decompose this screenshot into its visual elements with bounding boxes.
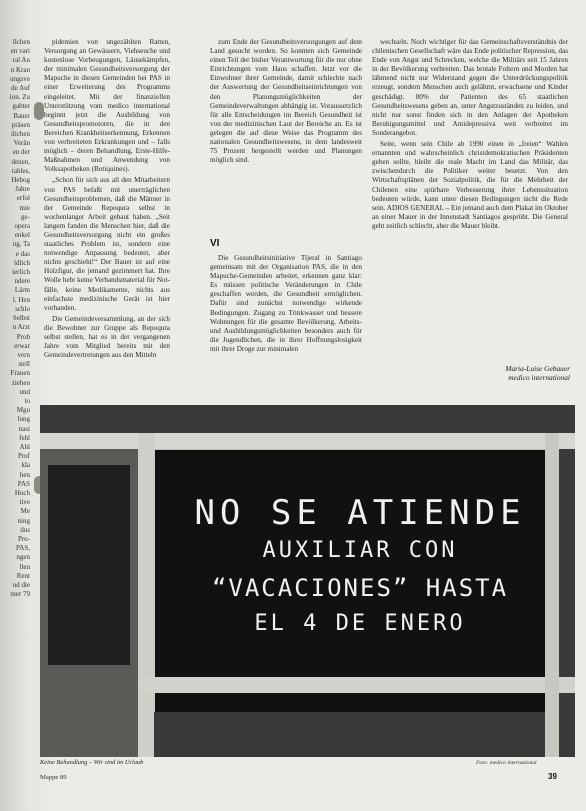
edge-fragment: Frauen <box>10 369 30 378</box>
sign-line-2: AUXILIAR CON <box>262 538 458 563</box>
photograph-closed-sign <box>40 405 575 757</box>
edge-fragment: ion. Zu <box>9 93 30 102</box>
paragraph: Die Gemeindeversammlung, an der sich die Bewohner zur Gruppe als Repoqura selbst stellen, hat es in der vergangenen Jahre vom Mitglied bereits mit den Gemeindevertretungen aus den Mitteln <box>44 314 170 360</box>
photo-window-frame-bottom <box>138 677 575 693</box>
edge-fragment: gabter <box>12 102 30 111</box>
edge-fragment: denen, <box>11 157 30 166</box>
edge-fragment: llchen <box>12 38 30 46</box>
edge-fragment: präsen <box>11 120 30 129</box>
edge-fragment: ndere <box>14 277 30 286</box>
article-column-1 <box>44 38 170 428</box>
edge-fragment: Hoch <box>14 488 30 497</box>
edge-fragment: Selbst <box>12 314 30 323</box>
edge-fragment: ngen <box>16 553 30 562</box>
edge-fragment: ziehen <box>11 378 30 387</box>
article-column-3 <box>372 38 568 363</box>
edge-fragment: ral Au <box>12 56 30 65</box>
edge-fragment: ldlich <box>14 258 30 267</box>
edge-fragment: hen <box>19 470 30 479</box>
edge-fragment: kla <box>21 461 30 470</box>
edge-fragment: dus <box>20 525 30 534</box>
edge-fragment: ning <box>17 516 30 525</box>
photo-window-frame-top <box>40 433 575 449</box>
edge-fragment: PAS <box>17 479 30 488</box>
edge-fragment: e das <box>15 249 30 258</box>
edge-fragment: Lärm <box>14 286 30 295</box>
edge-fragment: Prof <box>17 452 30 461</box>
edge-fragment: Prob <box>16 332 30 341</box>
author-name: Maria-Luise Gebauer <box>505 364 570 373</box>
edge-fragment: vern <box>17 350 30 359</box>
sign-line-1: NO SE ATIENDE <box>194 493 526 533</box>
edge-fragment: tive <box>19 498 30 507</box>
sign-line-4: EL 4 DE ENERO <box>254 611 466 636</box>
edge-fragment: erfol <box>16 194 30 203</box>
paragraph: wechseln. Noch wichtiger für das Gemeinschaftsverständnis der chilenischen Gesellschaft wäre das Ende politischer Repression, das Ende von Angst und Schrecken, welche die Militärs seit 15 Jahren in der Bevölkerung verbreiten. Das brutale Foltern und Morden hat lähmend nicht nur Widerstand gegen die Unterdrückungspolitik erzeugt, sondern Menschen auch gelähmt, erwachsene und Kinder geschädigt. 80% der Patienten des 65 staatlichen Gesundheitswesens geben an, unter Angstzuständen zu leiden, und nicht nur sonst finden sich in den Anlagen der Apotheken Beruhigungsmittel und Antidepressiva weit verbreitet im Sonderangebot. <box>372 38 568 137</box>
edge-fragment: l. Hen <box>12 295 30 304</box>
section-heading: VI <box>210 238 220 249</box>
edge-fragment: ierlich <box>12 268 30 277</box>
page-number: 39 <box>548 772 557 781</box>
issue-footer: Mappe 89 <box>40 774 67 781</box>
paragraph: pidemien von ungezählten Ratten, Versorgung an Gewässern, Viehseuche und kostenlose Vorbeugungen, Läusekämpfen, der minimalen Gesundheitsversorgung der Mapuche in diesen Gemeinden bei PAS in einer Erweiterung des Programms eingeleitet. Mit der finanziellen Unterstützung vom medico international beginnt jetzt die Ausbildung von Gesundheitspromotoren, die in den Bereichen Krankheitserkennung, Erkennen von verbreiteten Erkrankungen und – falls möglich – deren Behandlung, Erste-Hilfe-Maßnahmen und Anwendung von Volksapotheken (Botiquines). <box>44 38 170 174</box>
edge-fragment: llen <box>19 562 30 571</box>
edge-fragment: n Kran <box>10 65 30 74</box>
edge-fragment: ilichen <box>10 130 30 139</box>
paragraph: zum Ende der Gesundheitsversorgungen auf dem Land gesucht worden. So konnten sich Gemeinde einen Teil der bisher Verantwortung für die nur ohne Einrichtungen vom Haus schaffen. Jetzt vor die Einwohner ihrer Gemeinde, damit schlechte nach der Auswertung der Gesundheitseinrichtungen von den Planungsmöglichkeiten der Gemeindeverwaltungen abhängig ist. Voraussetzlich für alle Entscheidungen im Bereich Gesundheit ist von der medizinischen Laut der Bereiche an. Es ist gelegen die auf diese Weise das Programm des nationalen Gesundheitswesens, in dem landesweit 75 Prozent hergestellt werden und Planungen möglich sind. <box>210 38 362 165</box>
paragraph: „Schon für sich aus all den Mitarbeitern von PAS befaßt mit unerträglichen Gesundheitsproblemen, daß die Männer in der Gemeinde Repoqura selbst in wochenlanger Arbeit gebaut haben. „Seit langem fanden die Menschen hier, daß die Gesundheitsversorgung nicht ein großes staatliches Problem ist, sondern eine notwendige Anpassung bedeutet, aber nichts geschieht!“ Der Bauer ist auf eine Holzfigur, die jemand gezimmert hat. Ihre Wolle hebt keine Verbandsmaterial für Not-fälle, keine Medikamente, nichts aus einfachste medizinische Gerät ist hier vorhanden. <box>44 176 170 312</box>
previous-page-edge-text <box>0 38 30 778</box>
photo-caption: Keine Behandlung – Wir sind im Urlaub <box>40 759 144 766</box>
author-signature <box>420 364 570 382</box>
article-column-2-section-vi <box>210 254 362 400</box>
edge-fragment: ungsve <box>10 74 30 83</box>
author-organization: medico international <box>508 373 570 382</box>
edge-fragment: en der <box>12 148 30 157</box>
photo-window-frame-left <box>138 433 154 757</box>
edge-fragment: PAS, <box>16 544 30 553</box>
edge-fragment: opera <box>14 222 30 231</box>
edge-fragment: enkel <box>14 231 30 240</box>
edge-fragment: und <box>19 387 30 396</box>
chalk-sign-text <box>190 493 530 641</box>
edge-fragment: Jahre <box>15 185 30 194</box>
photo-credit: Foto: medico international <box>476 760 537 766</box>
edge-fragment: stell <box>18 360 30 369</box>
edge-fragment: n Arzt <box>12 323 30 332</box>
edge-fragment: nasi <box>18 424 30 433</box>
edge-fragment: Ahl <box>19 442 30 451</box>
edge-fragment: ng. Ta <box>12 240 30 249</box>
edge-fragment: ge- <box>21 212 30 221</box>
edge-fragment: Bauer <box>13 111 30 120</box>
edge-fragment: Verän <box>13 139 30 148</box>
edge-fragment: to <box>24 396 30 405</box>
edge-fragment: Mgu <box>16 406 30 415</box>
edge-fragment: schlo <box>15 304 30 313</box>
edge-fragment: ud die <box>12 580 30 589</box>
paragraph: Die Gesundheitsinitiative Tijeral in Santiago gemeinsam mit der Organisation PAS, die in den Mapuche-Gemeinden arbeitet, erkennen ganz klar: Es müssen politische Veränderungen in Chile geschaffen werden, die Gesundheit ermöglichen. Dafür sind zunächst notwendige wirkende Bedingungen. Zugang zu Trinkwasser und bessere Wohnungen für die gesamte Bevölkerung, Arbeits- und Ausbildungsmöglichkeiten besonders auch für die Jugendlichen, die in ihrer Hoffnungslosigkeit mit ihrer Droge zur minimalen <box>210 254 362 353</box>
photo-window-frame-right <box>545 433 559 757</box>
edge-fragment: erwar <box>14 341 30 350</box>
photo-dark-window <box>48 465 130 665</box>
edge-fragment: Hebog <box>11 176 30 185</box>
sign-line-3: “VACACIONES” HASTA <box>211 574 509 602</box>
edge-fragment: Me <box>20 507 30 516</box>
edge-fragment: fehl <box>19 433 30 442</box>
edge-fragment: Rent <box>16 571 30 580</box>
paragraph: Seite, wenn sein Chile ab 1990 einen in „freien“ Wahlen ernannten und wahrscheinlich christdemokratischen Präsidenten geben sollte, bleibt die reale Macht im Land das Militär, das zwischendurch die Politiker weiter besetzt. Von den Wirtschaftsplänen der Sozialpolitik, die für die Mehrheit der Chilenen eine spürbare Verbesserung ihrer Lebenssituation bedeuten würde, kann unter diesen Bedingungen nicht die Rede sein. ADIOS GENERAL – Ein jemand auch dem Plakat im Oktober an einer Mauer in der Innenstadt Santiagos gesprüht. Die General geht zeitlich schlecht, aber die Mauer bleibt. <box>372 140 568 230</box>
edge-fragment: mie <box>19 203 30 212</box>
edge-fragment: tahles, <box>11 166 30 175</box>
edge-fragment: de Auf <box>11 84 30 93</box>
binder-hole <box>34 102 44 120</box>
edge-fragment: lung <box>17 415 30 424</box>
edge-fragment: mer 79 <box>10 590 30 599</box>
edge-fragment: en vari <box>10 47 30 56</box>
edge-fragment: Pro- <box>17 534 30 543</box>
